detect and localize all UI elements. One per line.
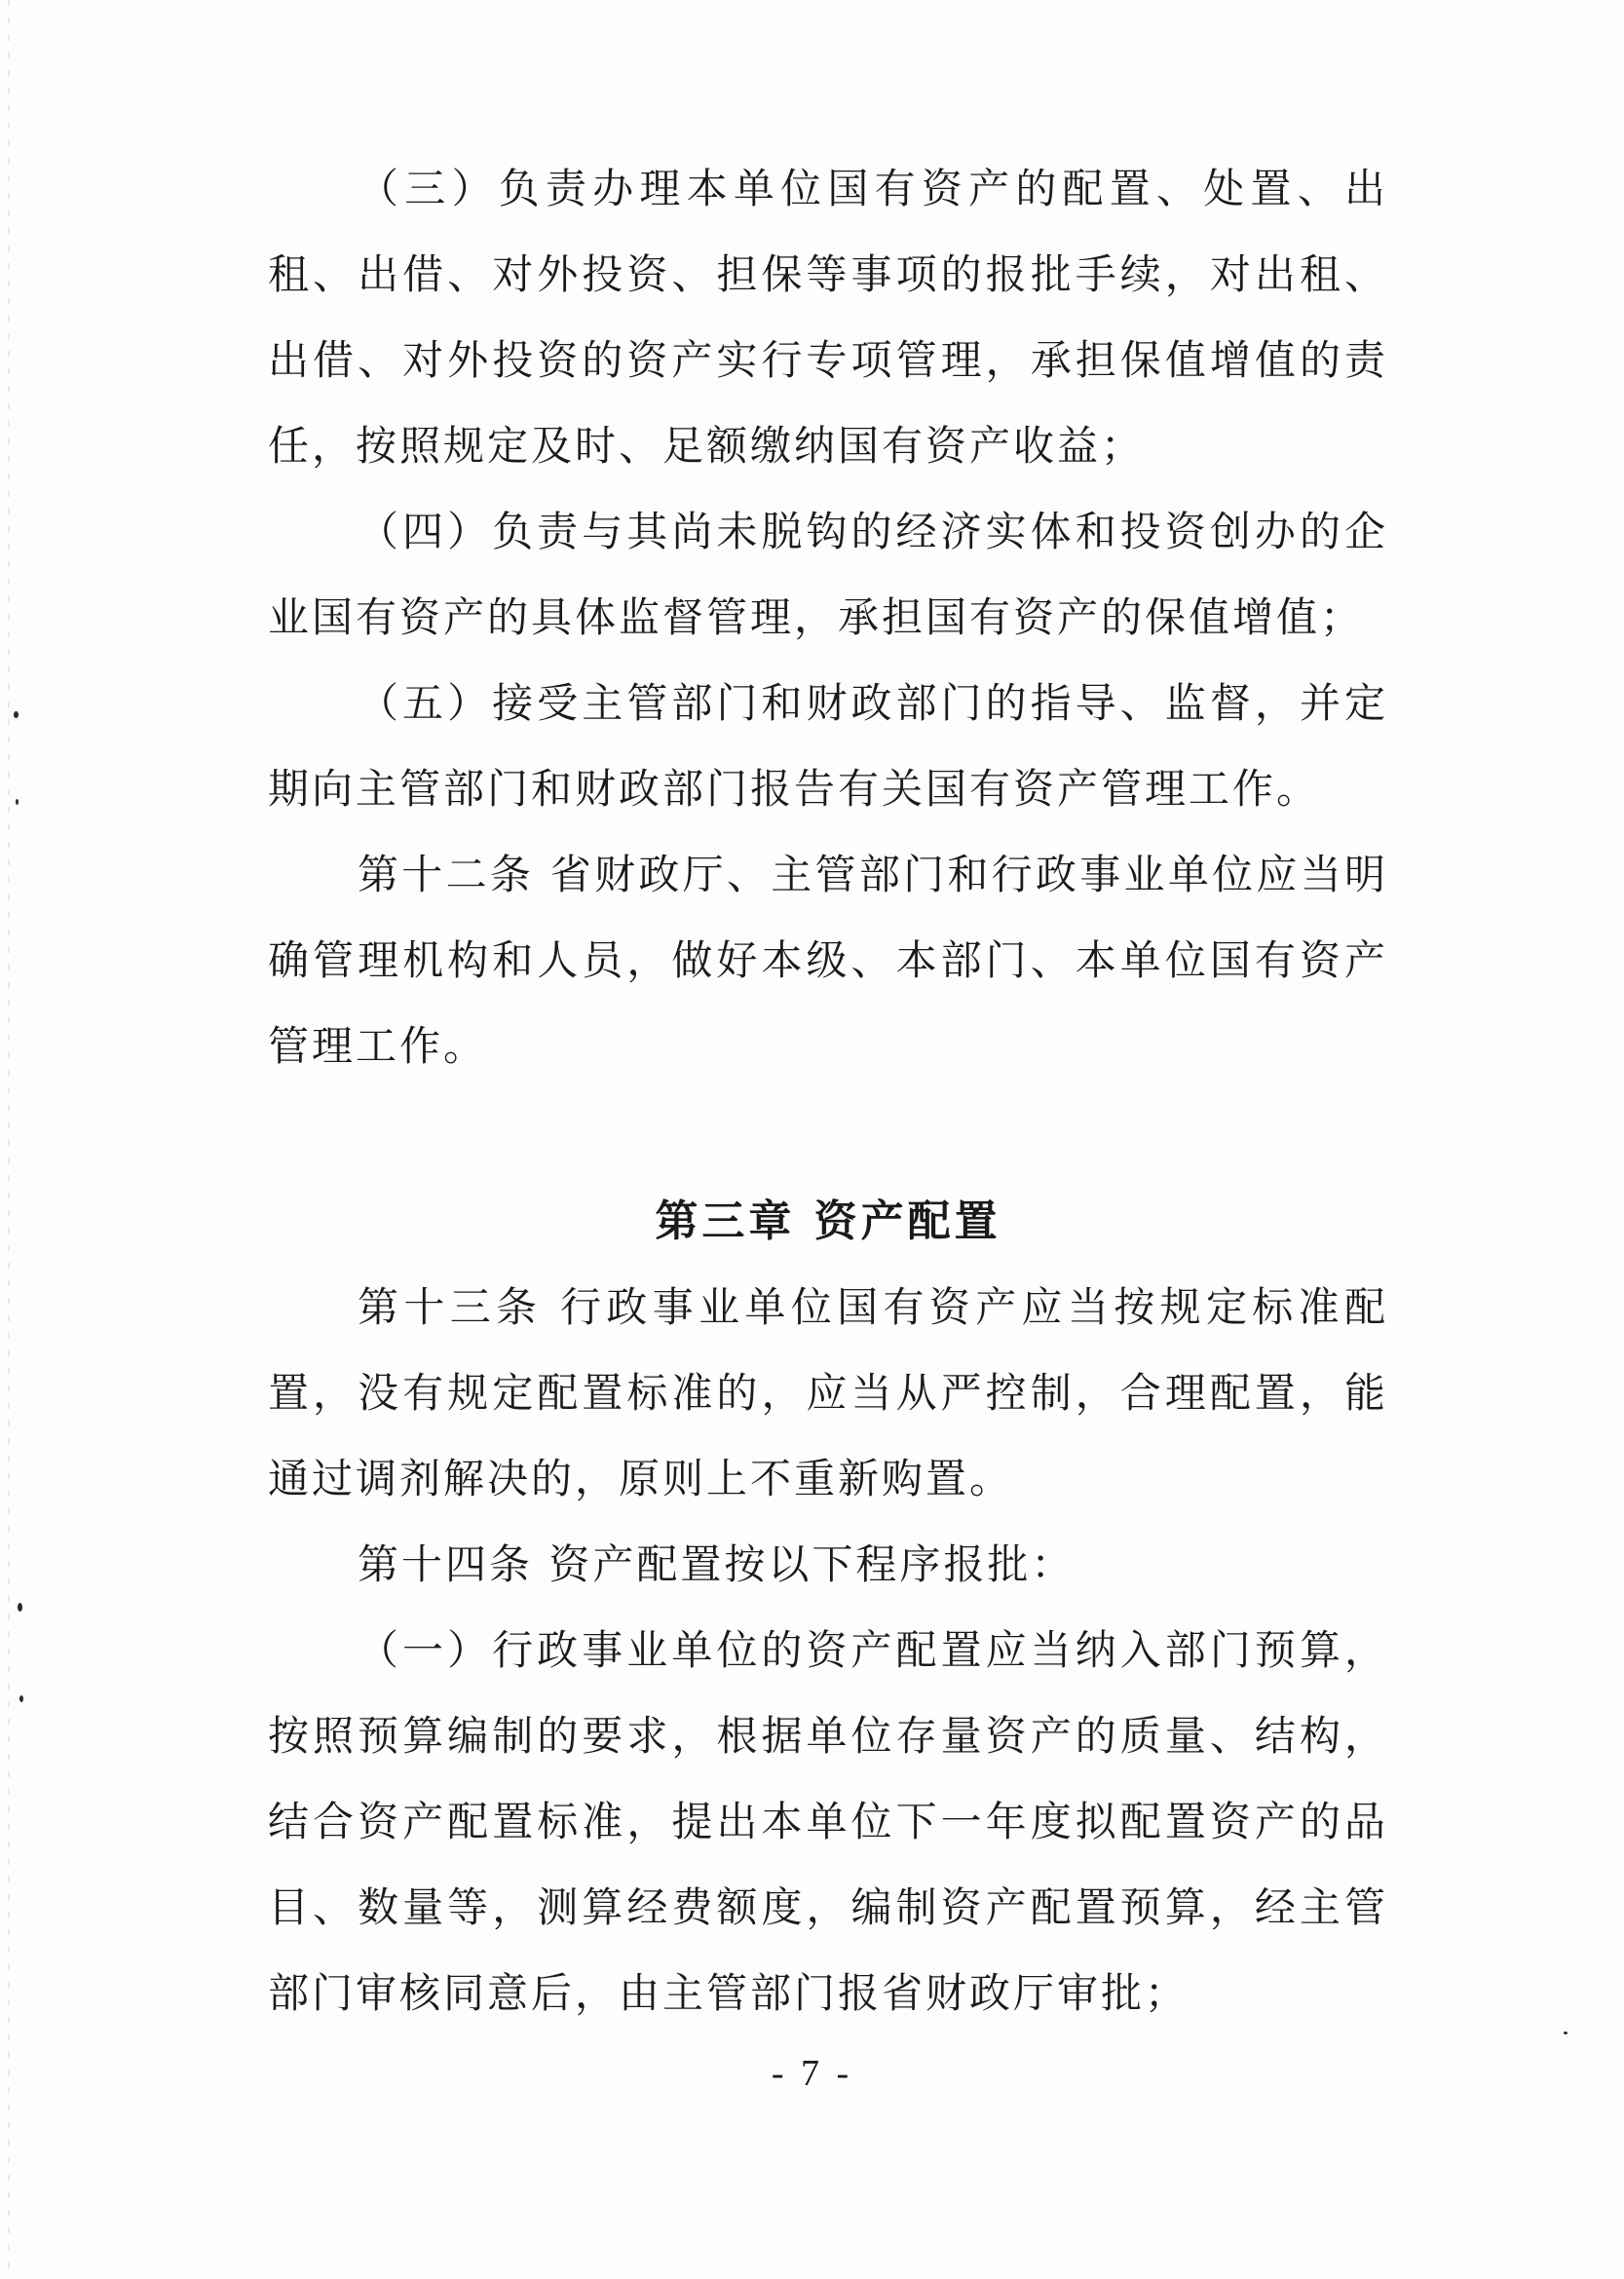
scan-speck bbox=[14, 711, 19, 718]
scan-speck bbox=[19, 1695, 23, 1702]
paragraph: （一）行政事业单位的资产配置应当纳入部门预算，按照预算编制的要求，根据单位存量资产的质量、结构，结合资产配置标准，提出本单位下一年度拟配置资产的品目、数量等，测算经费额度，编制资产配置预算，经主管部门审核同意后，由主管部门报省财政厅审批； bbox=[268, 1626, 1388, 2017]
page-number: - 7 - bbox=[771, 2053, 853, 2094]
paragraph: （五）接受主管部门和财政部门的指导、监督，并定期向主管部门和财政部门报告有关国有资产管理工作。 bbox=[268, 679, 1388, 813]
paragraph: 第十四条 资产配置按以下程序报批： bbox=[358, 1540, 1076, 1588]
paragraph: （三）负责办理本单位国有资产的配置、处置、出租、出借、对外投资、担保等事项的报批手续，对出租、出借、对外投资的资产实行专项管理，承担保值增值的责任，按照规定及时、足额缴纳国有资产收益； bbox=[268, 165, 1388, 470]
paragraph: （四）负责与其尚未脱钩的经济实体和投资创办的企业国有资产的具体监督管理，承担国有资产的保值增值； bbox=[268, 508, 1388, 641]
scan-speck bbox=[16, 799, 19, 805]
chapter-heading: 第三章 资产配置 bbox=[655, 1196, 1001, 1246]
paragraph: 第十二条 省财政厅、主管部门和行政事业单位应当明确管理机构和人员，做好本级、本部门、本单位国有资产管理工作。 bbox=[268, 851, 1388, 1070]
scan-speck bbox=[18, 1603, 22, 1612]
paragraph: 第十三条 行政事业单位国有资产应当按规定标准配置，没有规定配置标准的，应当从严控制，合理配置，能通过调剂解决的，原则上不重新购置。 bbox=[268, 1283, 1388, 1502]
document-body bbox=[268, 146, 1388, 2036]
scan-speck bbox=[1564, 2032, 1567, 2034]
scan-edge bbox=[8, 0, 10, 2279]
